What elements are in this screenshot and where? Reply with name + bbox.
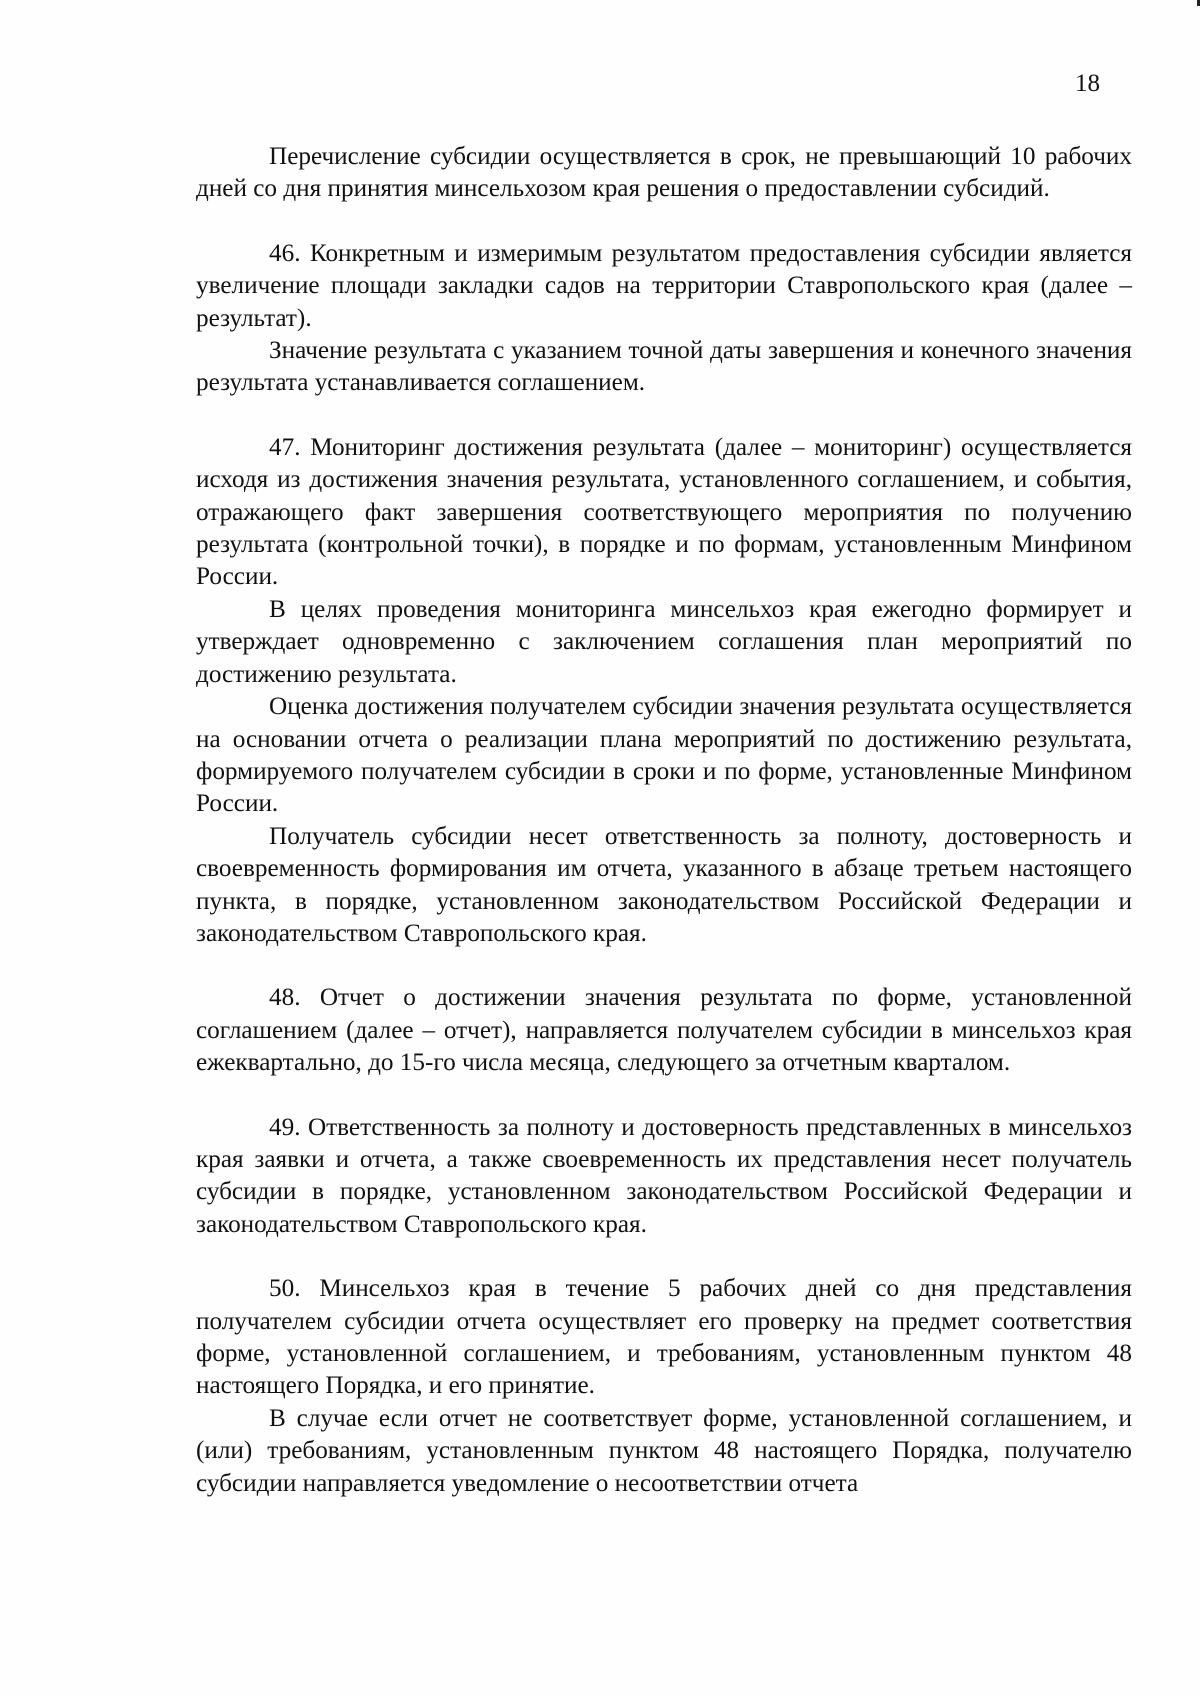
paragraph-subsidy-transfer: Перечисление субсидии осуществляется в срок, не превышающий 10 рабочих дней со дня принятия минсельхозом края решения о предоставлении субсидий. xyxy=(196,143,1132,203)
paragraph-item-47: 47. Мониторинг достижения результата (далее – мониторинг) осуществляется исходя из достижения значения результата, установленного соглашением, и события, отражающего факт завершения соответствующего мероприятия по получению результата (контрольной точки), в порядке и по формам, установленным Минфином России. xyxy=(196,433,1132,591)
paragraph-item-46-result-value: Значение результата с указанием точной даты завершения и конечного значения результата устанавливается соглашением. xyxy=(196,337,1132,397)
document-body xyxy=(196,141,1132,1500)
paragraph-item-49: 49. Ответственность за полноту и достоверность представленных в минсельхоз края заявки и отчета, а также своевременность их представления несет получатель субсидии в порядке, установленном законодательством Российской Федерации и законодательством Ставропольского края. xyxy=(196,1113,1132,1238)
page-number: 18 xyxy=(1075,70,1100,97)
paragraph-item-48: 48. Отчет о достижении значения результата по форме, установленной соглашением (далее – отчет), направляется получателем субсидии в минсельхоз края ежеквартально, до 15-го числа месяца, следующего за отчетным кварталом. xyxy=(196,984,1132,1077)
paragraph-item-47-plan: В целях проведения мониторинга минсельхоз края ежегодно формирует и утверждает одновременно с заключением соглашения план мероприятий по достижению результата. xyxy=(196,595,1132,688)
paragraph-item-50-nonconformity: В случае если отчет не соответствует форме, установленной соглашением, и (или) требованиям, установленным пунктом 48 настоящего Порядка, получателю субсидии направляется уведомление о несоответствии отчета xyxy=(196,1404,1132,1497)
paragraph-item-50: 50. Минсельхоз края в течение 5 рабочих дней со дня представления получателем субсидии отчета осуществляет его проверку на предмет соответствия форме, установленной соглашением, и требованиям, установленным пунктом 48 настоящего Порядка, и его принятие. xyxy=(196,1275,1132,1400)
paragraph-item-47-assessment: Оценка достижения получателем субсидии значения результата осуществляется на основании отчета о реализации плана мероприятий по достижению результата, формируемого получателем субсидии в сроки и по форме, установленные Минфином России. xyxy=(196,693,1132,818)
paragraph-item-46: 46. Конкретным и измеримым результатом предоставления субсидии является увеличение площади закладки садов на территории Ставропольского края (далее – результат). xyxy=(196,239,1132,332)
paragraph-item-47-responsibility: Получатель субсидии несет ответственность за полноту, достоверность и своевременность формирования им отчета, указанного в абзаце третьем настоящего пункта, в порядке, установленном законодательством Российской Федерации и законодательством Ставропольского края. xyxy=(196,822,1132,947)
